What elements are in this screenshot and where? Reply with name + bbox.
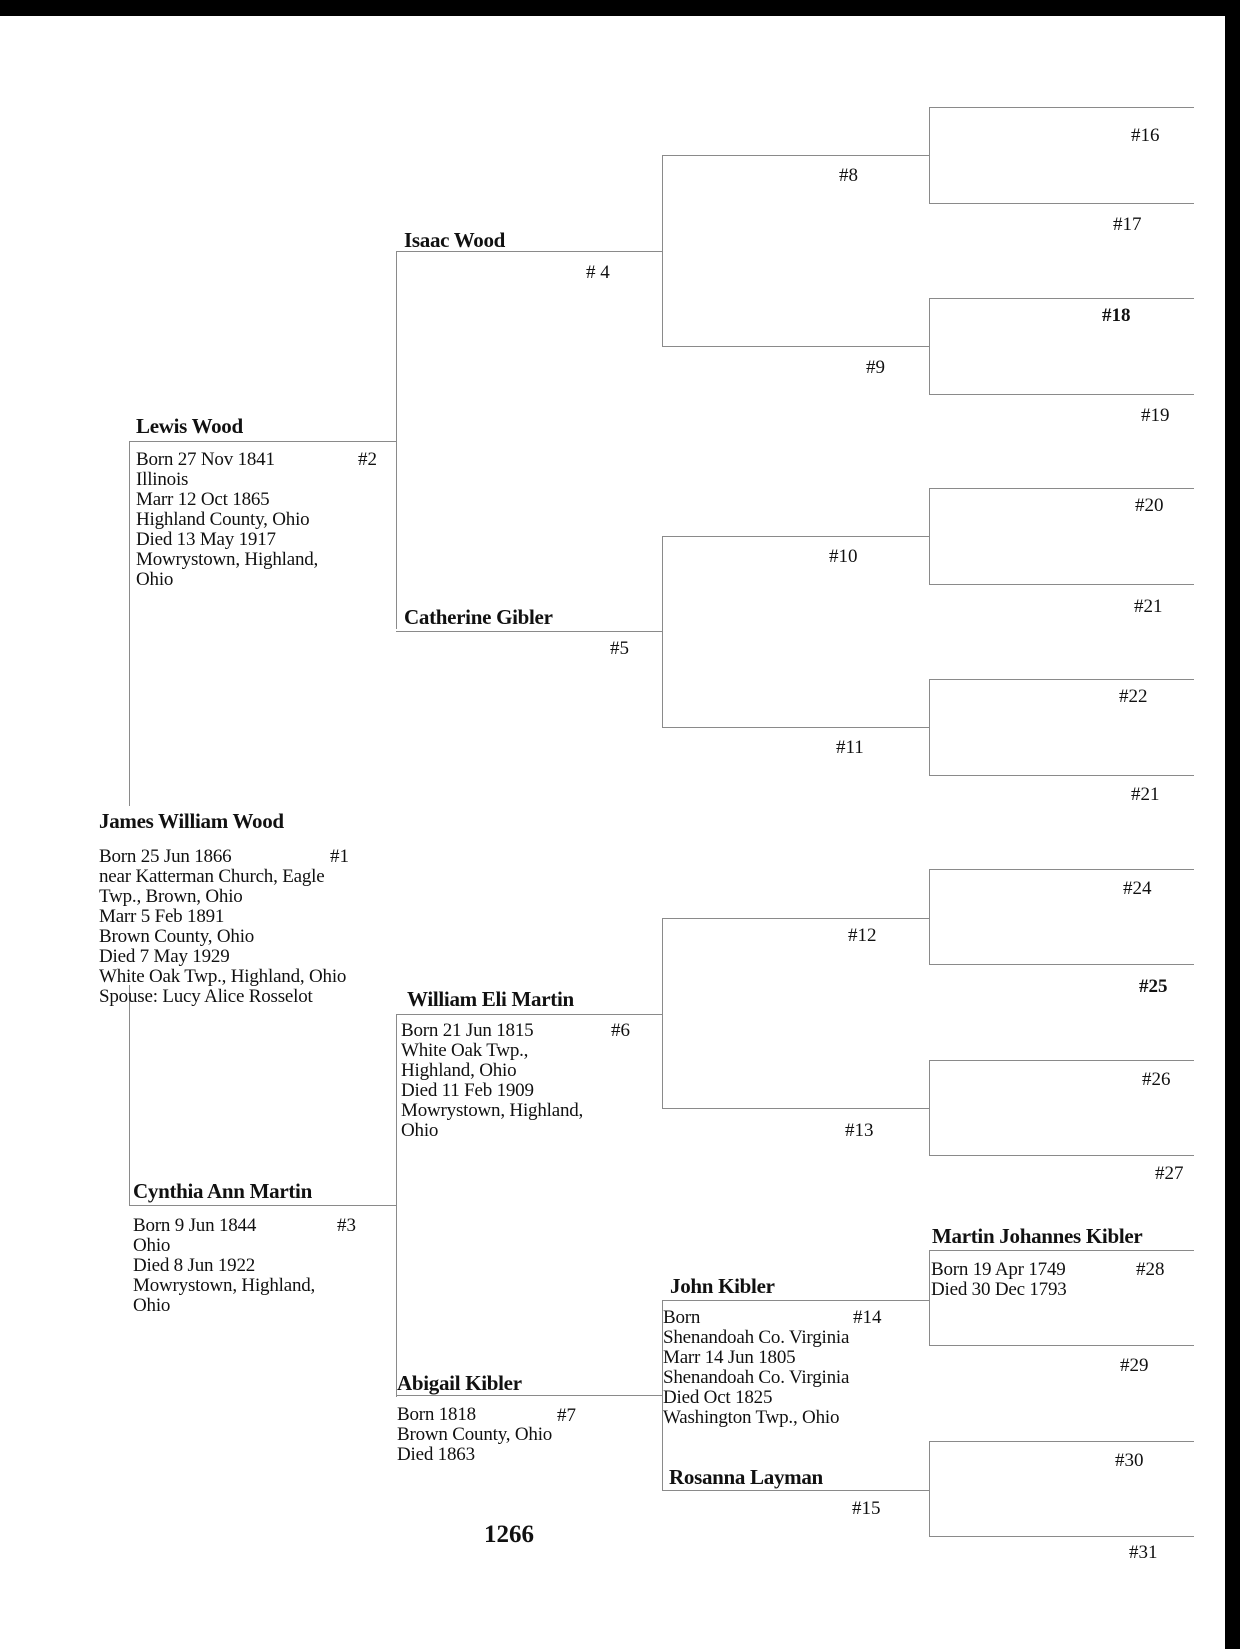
person-27-number: #27: [1155, 1163, 1184, 1184]
person-7-number: #7: [557, 1405, 576, 1426]
person-6-details: Born 21 Jun 1815 White Oak Twp., Highland, Ohio Died 11 Feb 1909 Mowrystown, Highland, Ohio: [401, 1020, 584, 1141]
person-14-number: #14: [853, 1307, 882, 1328]
connector-line: [662, 155, 663, 347]
page-number: 1266: [484, 1521, 534, 1548]
person-5-number: #5: [610, 638, 629, 659]
connector-line: [929, 1250, 1194, 1251]
connector-line: [929, 488, 930, 585]
connector-line: [662, 1490, 929, 1491]
connector-line: [929, 1060, 930, 1156]
person-28-number: #28: [1136, 1259, 1165, 1280]
connector-line: [929, 1345, 1194, 1346]
person-2-number: #2: [358, 449, 377, 470]
person-2-name: Lewis Wood: [136, 414, 243, 438]
right-scan-border: [1225, 0, 1240, 1649]
connector-line: [929, 1060, 1194, 1061]
person-30-number: #30: [1115, 1450, 1144, 1471]
connector-line: [129, 441, 130, 806]
person-4-number: # 4: [586, 262, 610, 283]
person-15-name: Rosanna Layman: [669, 1465, 823, 1489]
connector-line: [662, 1108, 929, 1109]
connector-line: [929, 394, 1194, 395]
person-23-number: #21: [1131, 784, 1160, 805]
person-31-number: #31: [1129, 1542, 1158, 1563]
person-3-details: Born 9 Jun 1844 Ohio Died 8 Jun 1922 Mowrystown, Highland, Ohio: [133, 1215, 316, 1316]
person-18-number: #18: [1102, 305, 1131, 326]
connector-line: [929, 1441, 930, 1537]
connector-line: [662, 346, 929, 347]
person-17-number: #17: [1113, 214, 1142, 235]
person-5-name: Catherine Gibler: [404, 605, 553, 629]
connector-line: [662, 918, 663, 1109]
person-7-name: Abigail Kibler: [397, 1371, 522, 1395]
person-1-number: #1: [330, 846, 349, 867]
connector-line: [662, 155, 929, 156]
connector-line: [396, 1014, 662, 1015]
connector-line: [662, 1300, 929, 1301]
connector-line: [929, 107, 1194, 108]
person-4-name: Isaac Wood: [404, 228, 506, 252]
person-16-number: #16: [1131, 125, 1160, 146]
connector-line: [129, 441, 396, 442]
connector-line: [929, 1250, 930, 1346]
person-6-number: #6: [611, 1020, 630, 1041]
connector-line: [929, 203, 1194, 204]
person-25-number: #25: [1139, 976, 1168, 997]
person-15-number: #15: [852, 1498, 881, 1519]
person-19-number: #19: [1141, 405, 1170, 426]
connector-line: [662, 918, 929, 919]
person-8-number: #8: [839, 165, 858, 186]
connector-line: [929, 1155, 1194, 1156]
connector-line: [929, 1441, 1194, 1442]
person-3-number: #3: [337, 1215, 356, 1236]
connector-line: [396, 251, 397, 629]
person-28-name: Martin Johannes Kibler: [932, 1224, 1143, 1248]
person-20-number: #20: [1135, 495, 1164, 516]
person-21-number: #21: [1134, 596, 1163, 617]
person-29-number: #29: [1120, 1355, 1149, 1376]
connector-line: [396, 1395, 662, 1396]
connector-line: [929, 679, 930, 776]
connector-line: [929, 107, 930, 204]
connector-line: [929, 488, 1194, 489]
person-24-number: #24: [1123, 878, 1152, 899]
person-22-number: #22: [1119, 686, 1148, 707]
connector-line: [396, 631, 662, 632]
connector-line: [129, 1205, 396, 1206]
person-3-name: Cynthia Ann Martin: [133, 1179, 312, 1203]
connector-line: [929, 869, 1194, 870]
connector-line: [929, 584, 1194, 585]
person-7-details: Born 1818 Brown County, Ohio Died 1863: [397, 1404, 553, 1465]
person-11-number: #11: [836, 737, 864, 758]
connector-line: [929, 869, 930, 965]
connector-line: [929, 298, 930, 395]
connector-line: [129, 985, 130, 1206]
person-28-details: Born 19 Apr 1749 Died 30 Dec 1793: [931, 1259, 1067, 1300]
connector-line: [929, 1536, 1194, 1537]
person-2-details: Born 27 Nov 1841 Illinois Marr 12 Oct 1865 Highland County, Ohio Died 13 May 1917 Mowrystown, Highland, Ohio: [136, 449, 319, 590]
connector-line: [662, 536, 663, 728]
person-1-name: James William Wood: [99, 809, 284, 833]
person-10-number: #10: [829, 546, 858, 567]
person-1-details: Born 25 Jun 1866 near Katterman Church, Eagle Twp., Brown, Ohio Marr 5 Feb 1891 Brown County, Ohio Died 7 May 1929 White Oak Twp., Highland, Ohio Spouse: Lucy Alice Rosselot: [99, 846, 347, 1007]
person-12-number: #12: [848, 925, 877, 946]
top-scan-border: [0, 0, 1240, 16]
connector-line: [929, 775, 1194, 776]
person-6-name: William Eli Martin: [407, 987, 574, 1011]
connector-line: [396, 1015, 397, 1397]
connector-line: [929, 964, 1194, 965]
connector-line: [662, 536, 929, 537]
person-9-number: #9: [866, 357, 885, 378]
connector-line: [929, 298, 1194, 299]
connector-line: [662, 727, 929, 728]
person-13-number: #13: [845, 1120, 874, 1141]
connector-line: [929, 679, 1194, 680]
person-26-number: #26: [1142, 1069, 1171, 1090]
person-14-details: Born Shenandoah Co. Virginia Marr 14 Jun 1805 Shenandoah Co. Virginia Died Oct 1825 Washington Twp., Ohio: [663, 1307, 850, 1428]
person-14-name: John Kibler: [670, 1274, 775, 1298]
